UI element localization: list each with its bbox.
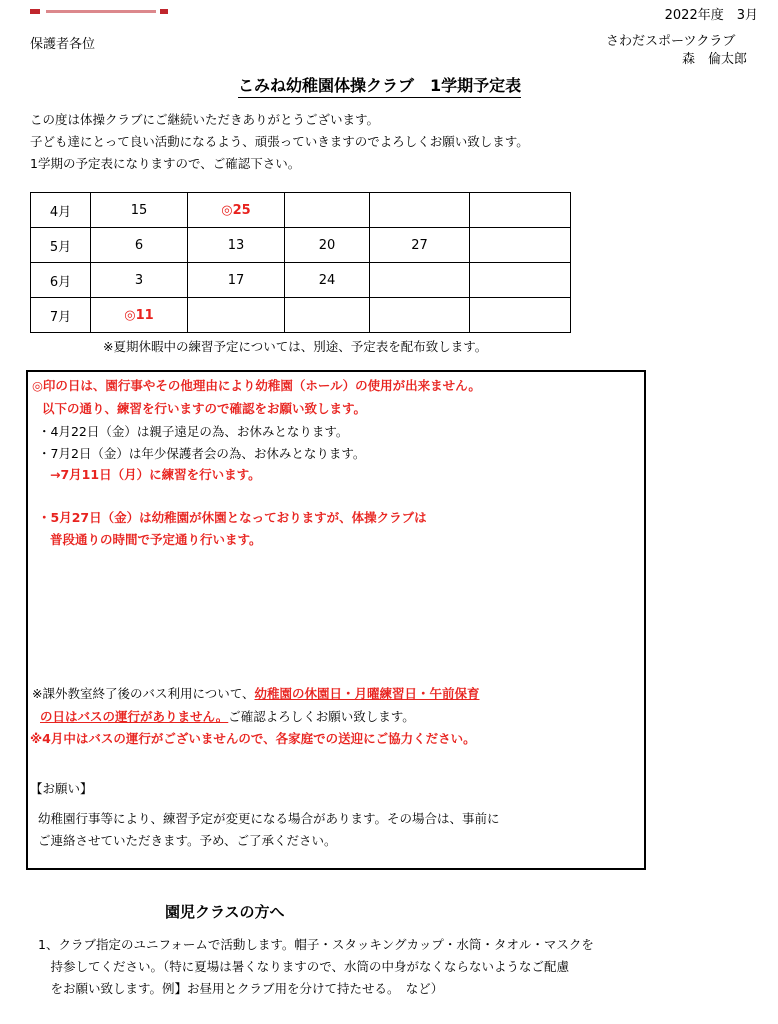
notice-line: ・7月2日（金）は年少保護者会の為、お休みとなります。 bbox=[38, 446, 366, 461]
author-name: 森 倫太郎 bbox=[682, 52, 748, 67]
bus-notice-prefix: ※課外教室終了後のバス利用について、 bbox=[32, 686, 255, 701]
day-cell bbox=[370, 263, 470, 298]
notice-line: →7月11日（月）に練習を行います。 bbox=[50, 467, 261, 482]
month-cell: 4月 bbox=[31, 193, 91, 228]
request-line: 幼稚園行事等により、練習予定が変更になる場合があります。その場合は、事前に bbox=[38, 811, 500, 826]
month-cell: 6月 bbox=[31, 263, 91, 298]
club-logo-strip bbox=[30, 6, 170, 16]
day-cell bbox=[470, 228, 571, 263]
section-line: 持参してください。（特に夏場は暑くなりますので、水筒の中身がなくならないようなご配慮 bbox=[38, 959, 570, 974]
request-line: ご連絡させていただきます。予め、ご了承ください。 bbox=[38, 833, 337, 848]
notice-line: ・4月22日（金）は親子遠足の為、お休みとなります。 bbox=[38, 424, 349, 439]
intro-line: この度は体操クラブにご継続いただきありがとうございます。 bbox=[30, 112, 380, 127]
section-line: 1、クラブ指定のユニフォームで活動します。帽子・スタッキングカップ・水筒・タオル・マスクを bbox=[38, 937, 594, 952]
day-cell: 13 bbox=[188, 228, 285, 263]
table-row bbox=[31, 263, 571, 298]
bus-notice-line bbox=[32, 684, 480, 702]
bus-notice-emphasis: 幼稚園の休園日・月曜練習日・午前保育 bbox=[254, 686, 480, 701]
month-cell: 7月 bbox=[31, 298, 91, 333]
day-cell: 15 bbox=[91, 193, 188, 228]
day-cell bbox=[470, 193, 571, 228]
bus-notice-emphasis: の日はバスの運行がありません。 bbox=[40, 709, 229, 724]
notice-box bbox=[26, 370, 646, 870]
day-cell: 27 bbox=[370, 228, 470, 263]
schedule-note: ※夏期休暇中の練習予定については、別途、予定表を配布致します。 bbox=[103, 339, 488, 354]
day-cell-highlight: ◎25 bbox=[188, 193, 285, 228]
day-cell bbox=[188, 298, 285, 333]
day-cell bbox=[470, 298, 571, 333]
month-cell: 5月 bbox=[31, 228, 91, 263]
day-cell: 6 bbox=[91, 228, 188, 263]
day-cell: 24 bbox=[285, 263, 370, 298]
notice-line: 普段通りの時間で予定通り行います。 bbox=[50, 532, 262, 547]
bus-notice-suffix: ご確認よろしくお願い致します。 bbox=[228, 709, 415, 724]
day-cell-highlight: ◎11 bbox=[91, 298, 188, 333]
day-cell: 3 bbox=[91, 263, 188, 298]
notice-line: ◎印の日は、園行事やその他理由により幼稚園（ホール）の使用が出来ません。 bbox=[32, 378, 481, 393]
bus-notice-line bbox=[40, 707, 415, 725]
notice-line: 以下の通り、練習を行いますので確認をお願い致します。 bbox=[42, 401, 367, 416]
intro-text bbox=[30, 109, 529, 175]
section-heading: 園児クラスの方へ bbox=[165, 903, 285, 921]
organization-name: さわだスポーツクラブ bbox=[606, 34, 736, 49]
day-cell bbox=[370, 193, 470, 228]
addressee: 保護者各位 bbox=[30, 37, 96, 52]
intro-line: 1学期の予定表になりますので、ご確認下さい。 bbox=[30, 156, 301, 171]
day-cell: 17 bbox=[188, 263, 285, 298]
section-line: をお願い致します。例】お昼用とクラブ用を分けて持たせる。 など） bbox=[38, 981, 444, 996]
table-row bbox=[31, 228, 571, 263]
day-cell bbox=[285, 298, 370, 333]
page-title: こみね幼稚園体操クラブ 1学期予定表 bbox=[238, 73, 521, 98]
section-body bbox=[38, 934, 594, 1000]
table-row bbox=[31, 193, 571, 228]
day-cell bbox=[470, 263, 571, 298]
notice-line: ・5月27日（金）は幼稚園が休園となっておりますが、体操クラブは bbox=[38, 510, 427, 525]
day-cell bbox=[285, 193, 370, 228]
bus-april-notice: ※4月中はバスの運行がございませんので、各家庭での送迎にご協力ください。 bbox=[30, 731, 476, 746]
request-heading: 【お願い】 bbox=[30, 781, 93, 796]
document-date: 2022年度 3月 bbox=[664, 8, 758, 23]
table-row bbox=[31, 298, 571, 333]
day-cell bbox=[370, 298, 470, 333]
intro-line: 子ども達にとって良い活動になるよう、頑張っていきますのでよろしくお願い致します。 bbox=[30, 134, 529, 149]
schedule-table bbox=[30, 192, 571, 333]
day-cell: 20 bbox=[285, 228, 370, 263]
